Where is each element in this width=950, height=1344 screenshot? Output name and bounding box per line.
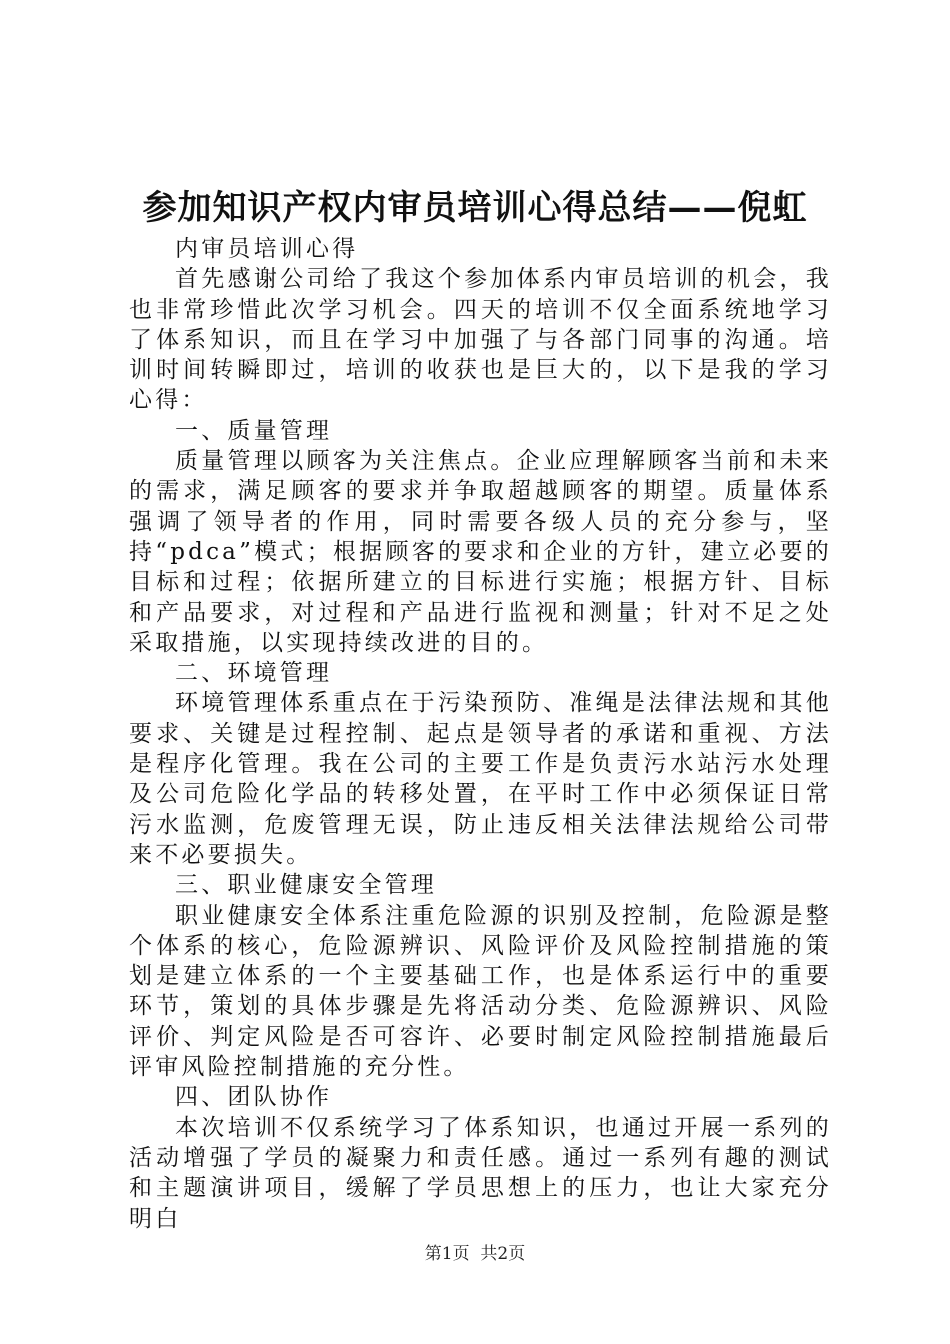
document-title: 参加知识产权内审员培训心得总结——倪虹 <box>142 188 808 228</box>
page-total: 共2页 <box>480 1244 526 1264</box>
section-heading-quality: 一、质量管理 <box>175 417 333 444</box>
paragraph-intro: 首先感谢公司给了我这个参加体系内审员培训的机会，我也非常珍惜此次学习机会。四天的培训不仅全面系统地学习了体系知识，而且在学习中加强了与各部门同事的沟通。培训时间转瞬即过，培训的收获也是巨大的，以下是我的学习心得： <box>129 266 832 414</box>
section-heading-environment: 二、环境管理 <box>175 660 333 687</box>
paragraph-subtitle: 内审员培训心得 <box>175 236 359 262</box>
paragraph-teamwork: 本次培训不仅系统学习了体系知识，也通过开展一系列的活动增强了学员的凝聚力和责任感。通过一系列有趣的测试和主题演讲项目，缓解了学员思想上的压力，也让大家充分明白 <box>129 1114 832 1232</box>
page-footer <box>0 1243 950 1265</box>
paragraph-environment: 环境管理体系重点在于污染预防、准绳是法律法规和其他要求、关键是过程控制、起点是领导者的承诺和重视、方法是程序化管理。我在公司的主要工作是负责污水站污水处理及公司危险化学品的转移处置，在平时工作中必须保证日常污水监测，危废管理无误，防止违反相关法律法规给公司带来不必要损失。 <box>129 690 832 868</box>
paragraph-quality: 质量管理以顾客为关注焦点。企业应理解顾客当前和未来的需求，满足顾客的要求并争取超越顾客的期望。质量体系强调了领导者的作用，同时需要各级人员的充分参与，坚持“pdca”模式；根据顾客的要求和企业的方针，建立必要的目标和过程；依据所建立的目标进行实施；根据方针、目标和产品要求，对过程和产品进行监视和测量；针对不足之处采取措施，以实现持续改进的目的。 <box>129 448 832 656</box>
document-body <box>129 234 832 1234</box>
paragraph-safety: 职业健康安全体系注重危险源的识别及控制，危险源是整个体系的核心，危险源辨识、风险评价及风险控制措施的策划是建立体系的一个主要基础工作，也是体系运行中的重要环节，策划的具体步骤是先将活动分类、危险源辨识、风险评价、判定风险是否可容许、必要时制定风险控制措施最后评审风险控制措施的充分性。 <box>129 902 832 1081</box>
section-heading-safety: 三、职业健康安全管理 <box>175 872 437 899</box>
footer-gap <box>470 1244 481 1264</box>
page-number: 第1页 <box>424 1244 470 1264</box>
section-heading-teamwork: 四、团队协作 <box>175 1084 333 1111</box>
